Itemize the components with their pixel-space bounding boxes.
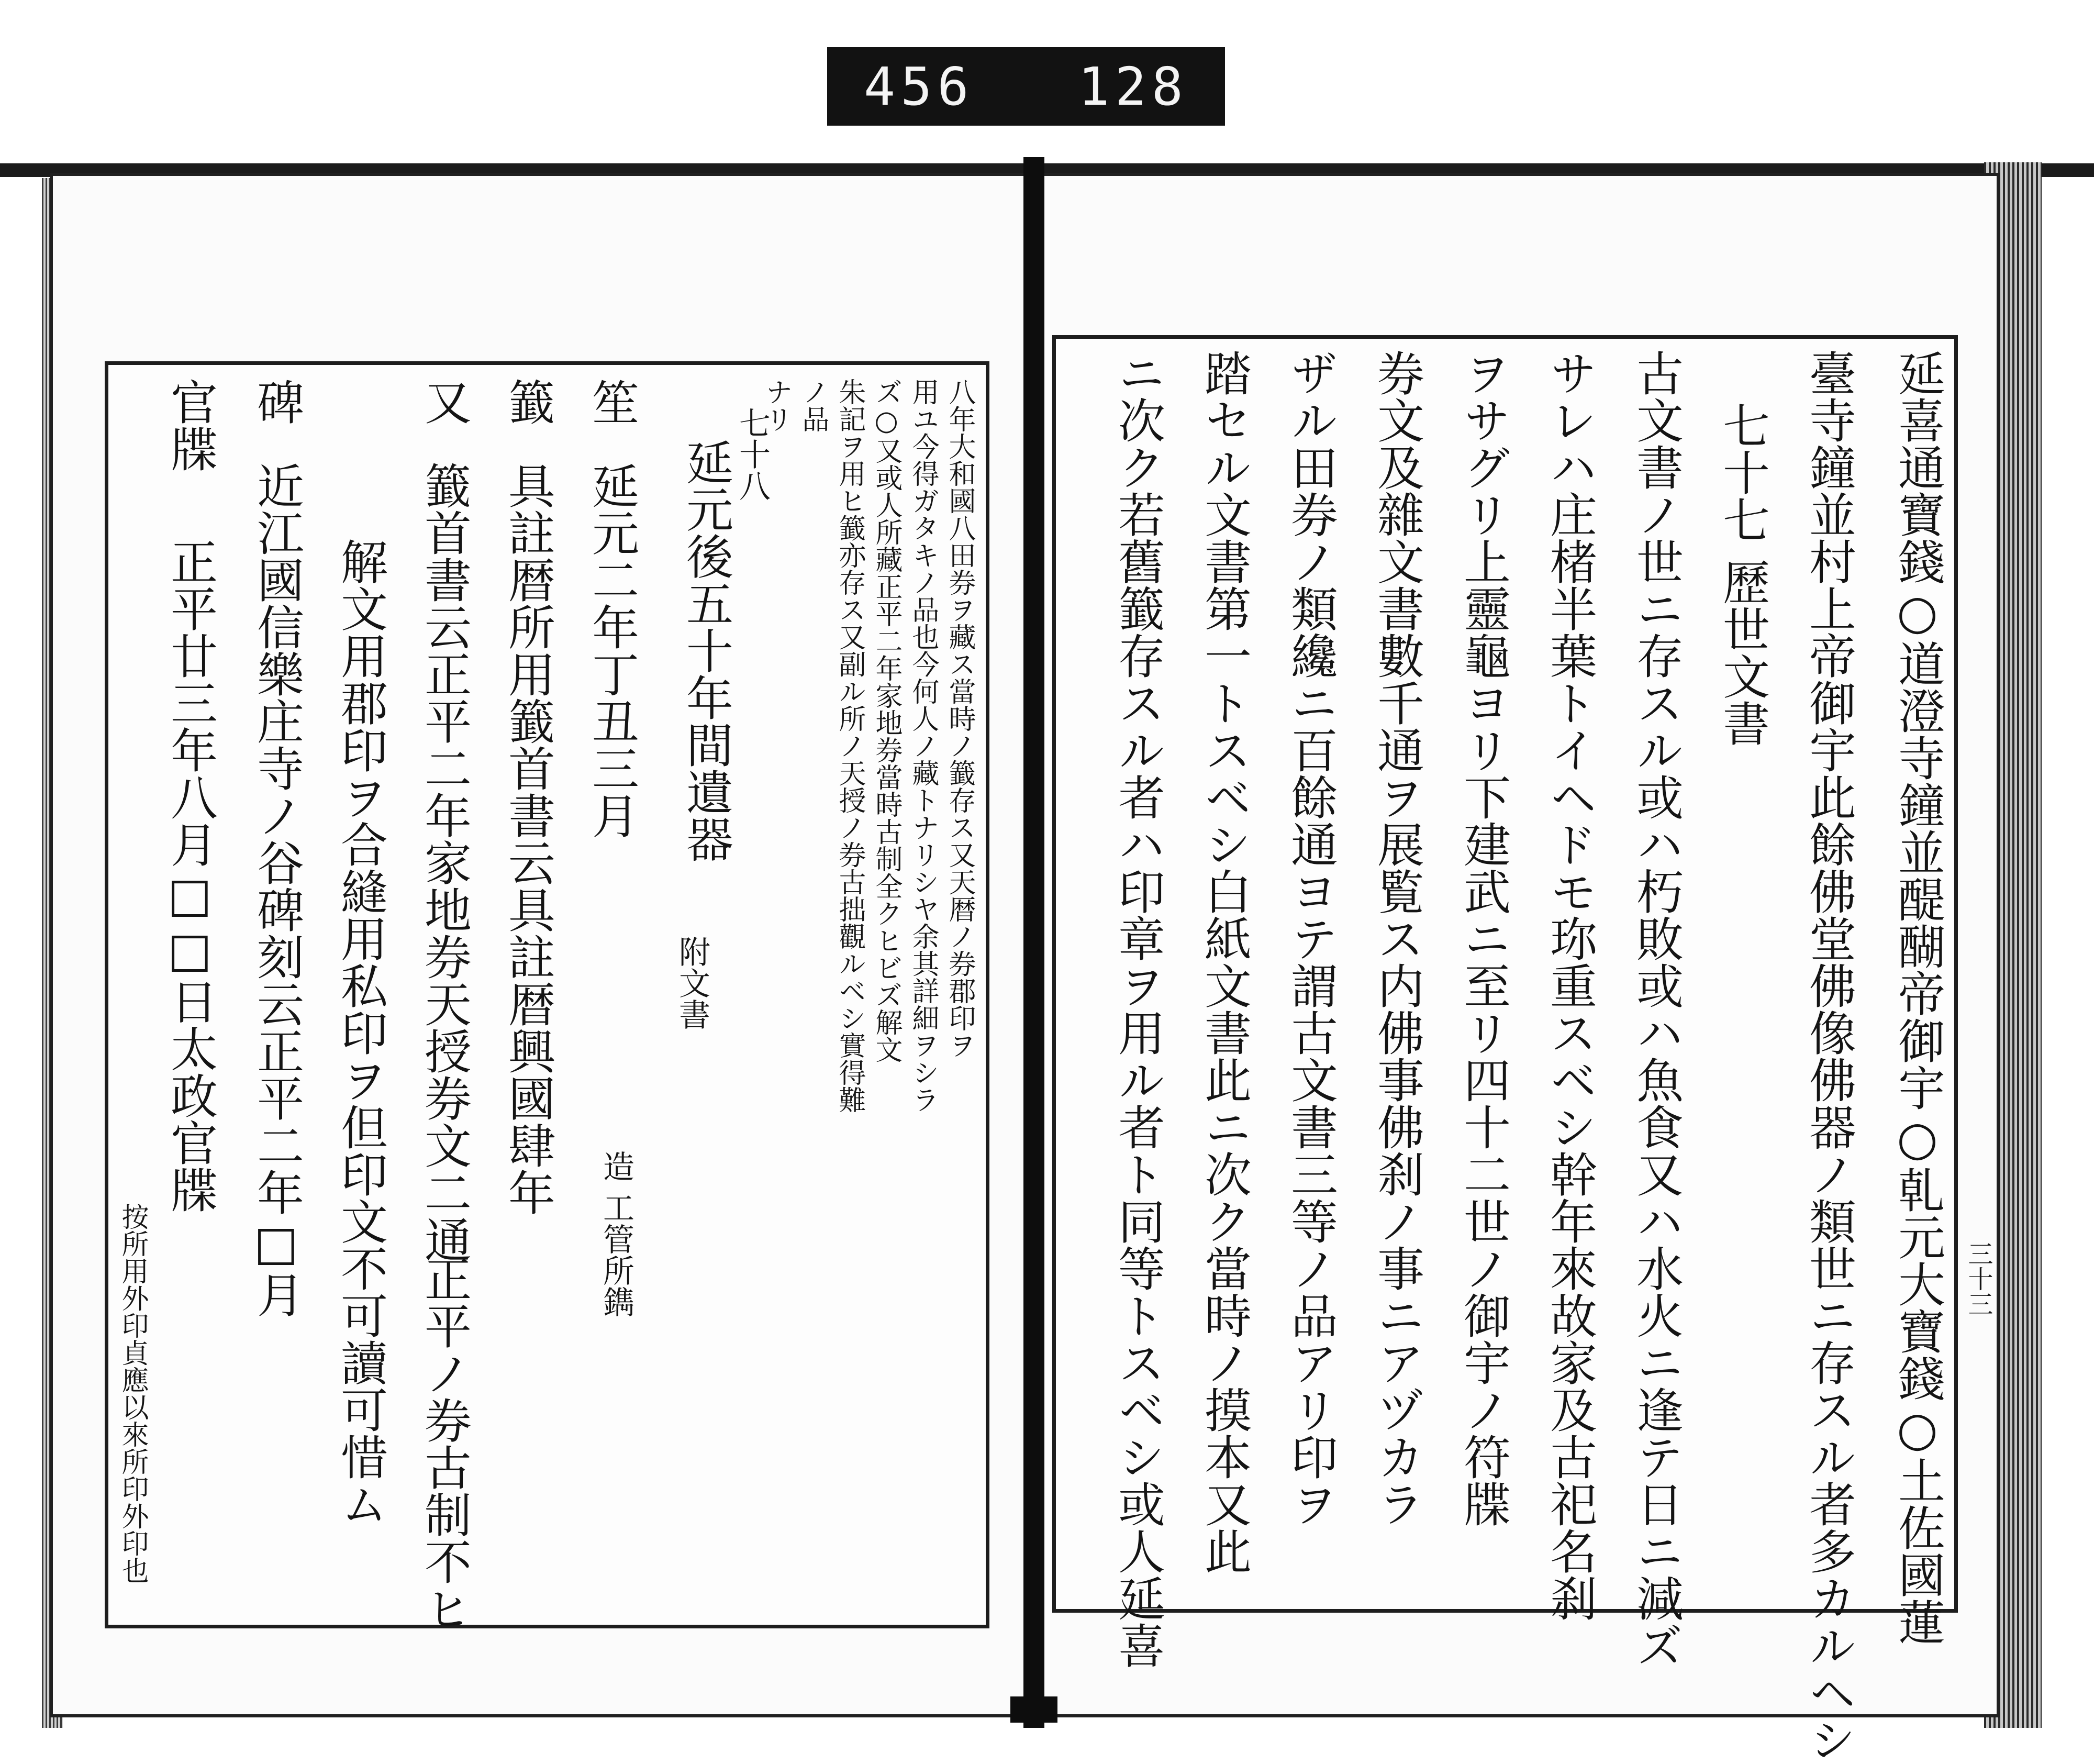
entry-mata-line-1: 籖首書云正平二年家地券天授券文二通: [416, 462, 471, 1263]
right-column-7: 券文及雜文書數千通ヲ展覧ス内佛事佛刹ノ事ニアヅカラ: [1369, 349, 1424, 1527]
right-column-section-heading: 七十七 歷世文書: [1714, 402, 1769, 747]
right-column-1: 延喜通寶錢○道澄寺鐘並醍醐帝御宇○乹元大寶錢○土佐國蓮: [1890, 349, 1945, 1645]
left-heading-sub: 附文書: [674, 936, 710, 1030]
entry-mata-line-3: 解文用郡印ヲ合縫用私印ヲ但印文不可讀可惜ム: [332, 538, 387, 1527]
entry-hi-line-1: 近江國信樂庄寺ノ谷碑刻云正平二年□月: [249, 462, 304, 1318]
entry-kancho-line-1: 正平廿三年八月□□日太政官牒: [162, 538, 217, 1213]
right-margin-number: 三十三: [1964, 1241, 1993, 1316]
right-column-10: ニ次ク若舊籖存スル者ハ印章ヲ用ル者ト同等トスベシ或人延喜: [1110, 349, 1165, 1669]
entry-sho-line-1: 延元二年丁丑三月: [584, 462, 639, 839]
left-note-line-3: ズ○又或人所藏正平二年家地券當時古制全クヒビズ解文: [871, 378, 902, 1063]
left-note-line-6: ナリ: [761, 378, 792, 432]
left-heading-number: 七十八: [734, 407, 771, 501]
right-column-2: 臺寺鐘並村上帝御宇此餘佛堂佛像佛器ノ類世ニ存スル者多カルヘシ: [1801, 349, 1856, 1763]
right-column-5: サレハ庄楮半葉トイヘドモ珎重スベシ幹年來故家及古祀名刹: [1542, 349, 1597, 1622]
left-text-frame: [105, 361, 989, 1632]
left-note-line-4: 朱記ヲ用ヒ籖亦存ス又副ル所ノ天授ノ券古拙觀ルベシ實得難: [834, 378, 865, 1113]
book-spine: [1023, 157, 1044, 1728]
right-column-8: ザル田券ノ類纔ニ百餘通ヨテ謂古文書三等ノ品アリ印ヲ: [1283, 349, 1338, 1527]
entry-label-kancho: 官牒: [162, 378, 217, 472]
left-note-line-1: 八年大和國八田券ヲ藏ス當時ノ籖存ス又天暦ノ券郡印ヲ: [944, 378, 975, 1059]
entry-label-mata: 又: [416, 378, 471, 425]
entry-mata-line-2: 正平ノ券古制不ヒ: [416, 1255, 471, 1632]
folio-number-right: 128: [1078, 56, 1188, 117]
left-heading: 延元後五十年間遺器: [678, 438, 733, 862]
left-note-line-5: ノ品: [797, 378, 829, 432]
entry-label-sho: 笙: [584, 378, 639, 425]
entry-kuji-line-1: 具註暦所用籖首書云具註暦興國肆年: [500, 462, 555, 1216]
left-note-line-2: 用ユ今得ガタキノ品也今何人ノ藏トナリシヤ余其詳細ヲシラ: [907, 378, 939, 1113]
entry-kancho-note: 按所用外印貞應以來所印外印也: [117, 1203, 148, 1584]
entry-label-kuji: 籖: [500, 378, 555, 425]
right-column-9: 踏セル文書第一トスベシ白紙文書此ニ次ク當時ノ摸本又此: [1196, 349, 1251, 1574]
entry-label-hi: 碑: [249, 378, 304, 425]
entry-sho-line-2: 造 工管所鐫: [598, 1150, 634, 1318]
folio-number-left: 456: [864, 56, 974, 117]
folio-label: [827, 47, 1225, 126]
right-text-frame: [1052, 335, 1958, 1763]
right-column-4: 古文書ノ世ニ存スル或ハ朽敗或ハ魚食又ハ水火ニ逢テ日ニ減ズ: [1628, 349, 1683, 1669]
book-spine-foot: [1010, 1696, 1057, 1723]
right-column-6: ヲサグリ上靈龜ヨリ下建武ニ至リ四十二世ノ御宇ノ符牒: [1455, 349, 1510, 1527]
